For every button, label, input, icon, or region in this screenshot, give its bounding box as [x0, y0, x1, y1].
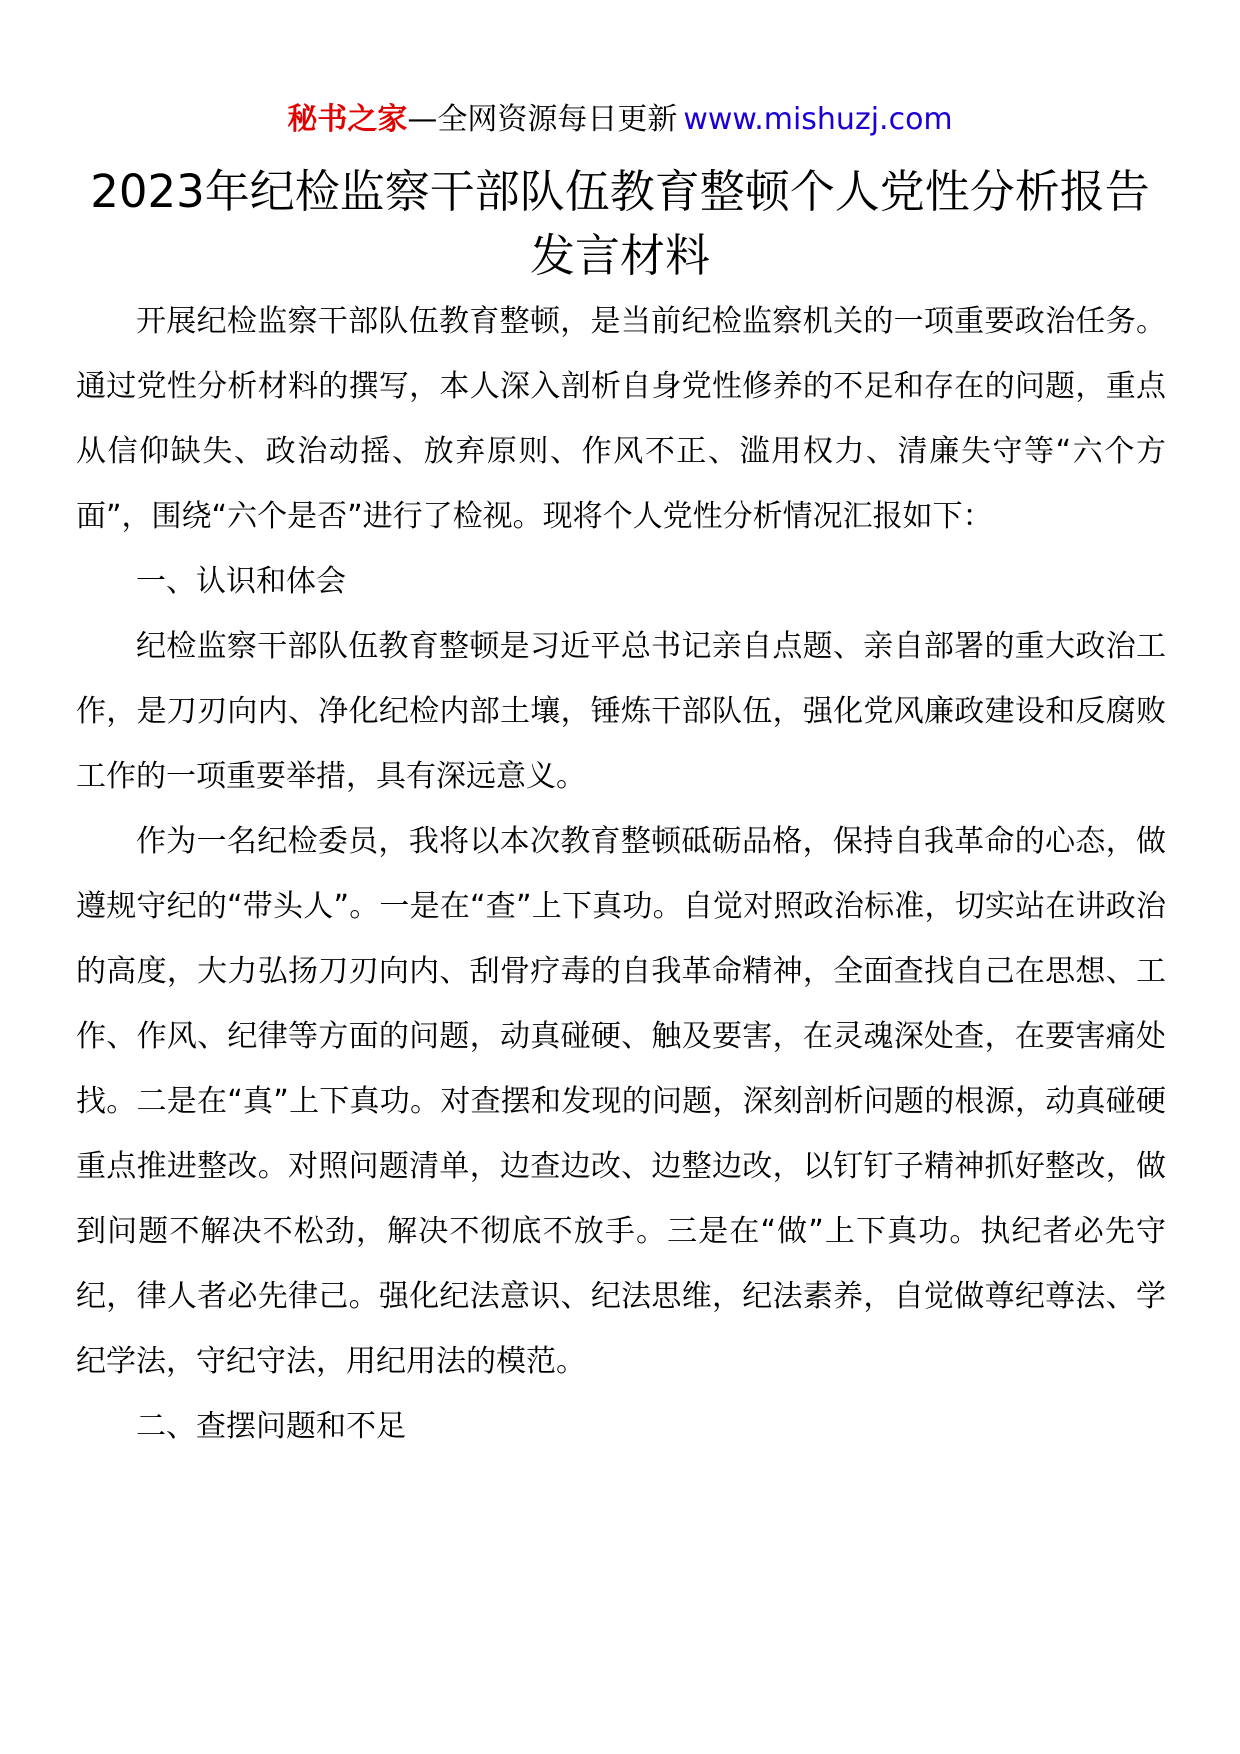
banner-slogan: —全网资源每日更新 [407, 102, 678, 137]
site-banner [0, 100, 1240, 140]
section1-paragraph-1: 纪检监察干部队伍教育整顿是习近平总书记亲自点题、亲自部署的重大政治工作，是刀刃向内、净化纪检内部土壤，锤炼干部队伍，强化党风廉政建设和反腐败工作的一项重要举措，具有深远意义。 [76, 629, 1166, 794]
section-heading-2: 二、查摆问题和不足 [136, 1409, 406, 1444]
document-body [76, 289, 1166, 1459]
document-title [60, 160, 1180, 288]
section1-paragraph-2: 作为一名纪检委员，我将以本次教育整顿砥砺品格，保持自我革命的心态，做遵规守纪的“带头人”。一是在“查”上下真功。自觉对照政治标准，切实站在讲政治的高度，大力弘扬刀刃向内、刮骨疗毒的自我革命精神，全面查找自己在思想、工作、作风、纪律等方面的问题，动真碰硬、触及要害，在灵魂深处查，在要害痛处找。二是在“真”上下真功。对查摆和发现的问题，深刻剖析问题的根源，动真碰硬重点推进整改。对照问题清单，边查边改、边整边改，以钉钉子精神抓好整改，做到问题不解决不松劲，解决不彻底不放手。三是在“做”上下真功。执纪者必先守纪，律人者必先律己。强化纪法意识、纪法思维，纪法素养，自觉做尊纪尊法、学纪学法，守纪守法，用纪用法的模范。 [76, 824, 1166, 1379]
section-heading-1: 一、认识和体会 [136, 564, 346, 599]
site-url-link[interactable]: www.mishuzj.com [683, 102, 953, 137]
document-title-line2: 发言材料 [529, 229, 710, 282]
brand-name: 秘书之家 [287, 102, 408, 137]
intro-paragraph: 开展纪检监察干部队伍教育整顿，是当前纪检监察机关的一项重要政治任务。通过党性分析材料的撰写，本人深入剖析自身党性修养的不足和存在的问题，重点从信仰缺失、政治动摇、放弃原则、作风不正、滥用权力、清廉失守等“六个方面”，围绕“六个是否”进行了检视。现将个人党性分析情况汇报如下： [76, 304, 1166, 534]
document-title-line1: 2023年纪检监察干部队伍教育整顿个人党性分析报告 [90, 165, 1150, 218]
